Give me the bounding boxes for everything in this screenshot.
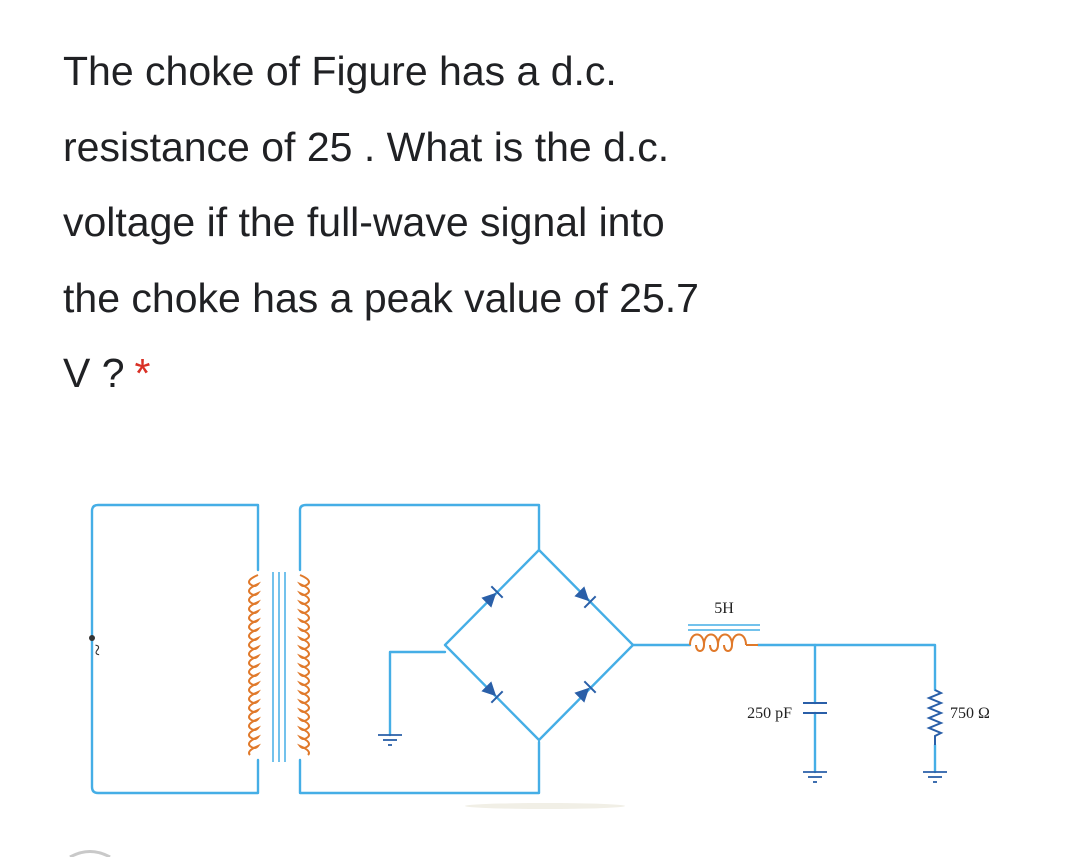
question-line: the choke has a peak value of 25.7 [63, 274, 699, 321]
question-text [63, 34, 883, 412]
choke-label: 5H [714, 600, 734, 617]
choke-inductor [690, 635, 758, 652]
ground-symbol-resistor [923, 772, 947, 782]
transformer-primary-coil [249, 575, 258, 755]
capacitor [803, 703, 827, 713]
choke-to-load-wire [758, 645, 935, 690]
ground-symbol-center-tap [378, 735, 402, 745]
transformer-secondary-coil [300, 575, 309, 755]
transformer-core [273, 572, 285, 762]
ground-symbol-capacitor [803, 772, 827, 782]
bridge-diamond [445, 550, 633, 740]
secondary-top-wire [300, 505, 539, 570]
primary-wire [92, 505, 258, 793]
secondary-bottom-wire [300, 742, 539, 793]
ac-source-label: ~ [85, 644, 110, 656]
question-line: resistance of 25 . What is the d.c. [63, 123, 670, 170]
capacitor-label: 250 pF [747, 705, 792, 722]
cropped-arc [70, 852, 110, 857]
ac-source-terminal [89, 635, 95, 641]
load-resistor [929, 690, 941, 745]
question-line-last [63, 336, 883, 412]
question-line: V ? [63, 350, 125, 396]
question-line: voltage if the full-wave signal into [63, 199, 665, 245]
question-line: The choke of Figure has a d.c. [63, 48, 617, 94]
center-tap-wire [390, 652, 445, 735]
circuit-diagram [0, 480, 1080, 857]
resistor-label: 750 Ω [950, 705, 990, 722]
choke-core [688, 625, 760, 630]
faint-shadow [465, 803, 625, 809]
required-asterisk: * [134, 350, 151, 396]
